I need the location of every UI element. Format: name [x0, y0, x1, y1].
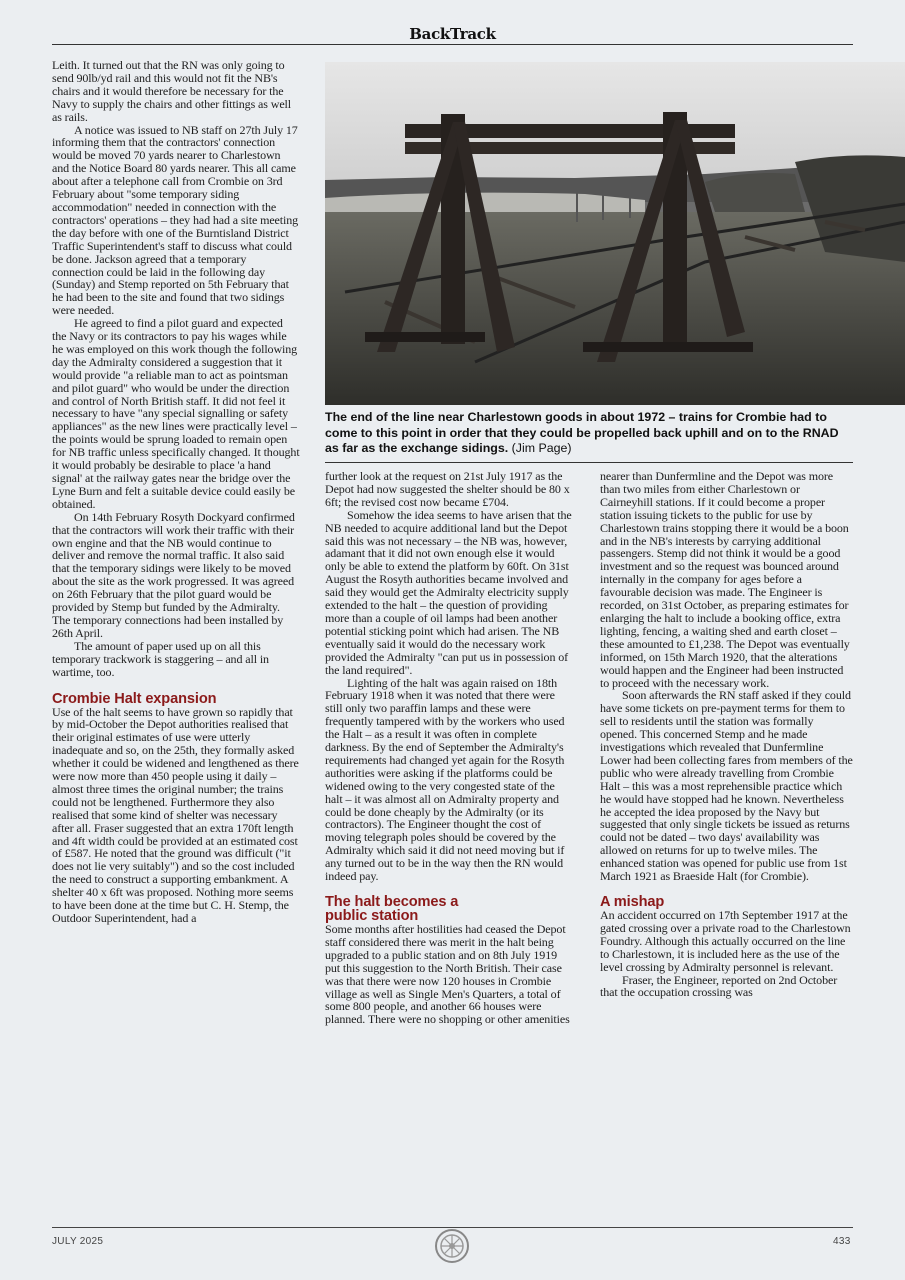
column-2 — [325, 470, 573, 1223]
paragraph: further look at the request on 21st July 1917 as the Depot had now suggested the shelter should be 80 x 6ft; the revised cost now became £704. — [325, 470, 570, 509]
caption-divider — [325, 462, 853, 463]
paragraph: Somehow the idea seems to have arisen that the NB needed to acquire additional land but the Depot said this was not necessary – the NB was, however, adamant that it did not own enough else it would only be able to extend the platform by 60ft. On 31st August the Rosyth authorities became involved and said they would get the Admiralty electricity supply extended to the halt – the question of providing more than a couple of oil lamps had been another potential sticking point which had arisen. The NB eventually said it would do the necessary work provided the Admiralty "can put us in possession of the land required". — [325, 507, 572, 677]
paragraph: He agreed to find a pilot guard and expected the Navy or its contractors to pay his wages while he was employed on this work though the following day the Admiralty considered a suggestion that it would provide "a reliable man to act as pointsman and pilot guard" who would be under the direction and control of North British staff. It did not feel it necessary to have "any special signalling or safety appliances" as the new lines were practically level – the points would be sprung loaded to remain open for NB traffic unless specifically changed. It thought it would probably be desirable to place 'a hand signal' at the railway gates near the bridge over the Lyne Burn and felt a suitable device could easily be obtained. — [52, 316, 300, 511]
buffer-stop-photo — [325, 62, 905, 405]
paragraph: On 14th February Rosyth Dockyard confirmed that the contractors will work their traffic with their own engine and that the NB would continue to deliver and remove the normal traffic. It also said that the temporary sidings were likely to be moved about the site as the work progressed. It was agreed on 26th February that the pilot guard would be provided by Stemp but funded by the Admiralty. The temporary connections had been installed by 26th April. — [52, 509, 295, 640]
caption-credit: (Jim Page) — [511, 441, 572, 455]
paragraph: Use of the halt seems to have grown so rapidly that by mid-October the Depot authorities realised that their original estimates of use were utterly inadequate and so, on the 25th, they formally asked whether it could be widened and lengthened as there were now more than 450 people using it daily – almost three times the original number; the trains could not be lengthened. Furthermore they also realised that some kind of shelter was necessary after all. Fraser suggested that an extra 170ft length and 4ft width could be provided at an estimated cost of £587. He noted that the ground was difficult ("it does not lie very suitably") and so the cost included the need to construct a supporting embankment. A shelter 40 x 6ft was proposed. Nothing more seems to have been done at the time but C. H. Stemp, the Outdoor Superintendent, had a — [52, 704, 299, 925]
paragraph: Some months after hostilities had ceased the Depot staff considered there was merit in the halt being upgraded to a public station and on 8th July 1919 put this suggestion to the North British. Their case was that there were now 120 houses in Crombie village as well as Single Men's Quarters, a total of some 800 people, and another 66 houses were planned. There were no shopping or other amenities — [325, 922, 570, 1027]
column-3 — [600, 470, 853, 1223]
section-heading-crombie-halt: Crombie Halt expansion — [52, 690, 217, 707]
paragraph: The amount of paper used up on all this temporary trackwork is staggering – and all in wartime, too. — [52, 638, 269, 679]
wheel-logo-icon — [434, 1228, 470, 1264]
paragraph: Lighting of the halt was again raised on 18th February 1918 when it was noted that there were still only two paraffin lamps and these were frequently tampered with by the workers who used the Halt – as a result it was often in complete darkness. By the end of September the Admiralty's requirements had changed yet again for the Rosyth authorities were asking if the platforms could be widened owing to the very congested state of the halt – it was almost all on Admiralty property and could be done cheaply by the Admiralty (or its contractors). The Engineer thought the cost of moving telegraph poles should be covered by the Admiralty which said it did not need moving but if any turned out to be in the way then the RN would indeed pay. — [325, 675, 565, 884]
section-heading-mishap: A mishap — [600, 894, 665, 910]
paragraph: Fraser, the Engineer, reported on 2nd October that the occupation crossing was — [600, 972, 838, 1000]
column-1 — [52, 59, 300, 1223]
page-header — [52, 24, 853, 45]
railway-buffer-stop-image — [325, 62, 905, 405]
photo-caption — [325, 410, 855, 457]
issue-date: JULY 2025 — [52, 1236, 104, 1247]
paragraph: An accident occurred on 17th September 1917 at the gated crossing over a private road to the Charlestown Foundry. Although this actually occurred on the line to Charlestown, it is included here as the use of the level crossing by Admiralty personnel is relevant. — [600, 908, 851, 974]
paragraph: nearer than Dunfermline and the Depot was more than two miles from either Charlestown or Cairneyhill stations. If it could become a proper station issuing tickets to the public for use by Charlestown trains stopping there it would be a boon and in the NB's interests by carrying additional passengers. Stemp did not think it would be a good investment and so the request was bounced around internally in the company for ages before a favourable decision was made. The Engineer is recorded, on 31st October, as preparing estimates for enlarging the halt to include a booking office, extra lighting, fencing, a waiting shed and earth closet – these amounted to £1,238. The Depot was eventually informed, on 15th March 1920, that the alterations would happen and the Engineer had been instructed to proceed with the necessary work. — [600, 470, 850, 690]
masthead-logo: BackTrack — [409, 25, 496, 43]
section-heading-public-station: The halt becomes a public station — [325, 894, 459, 924]
paragraph: A notice was issued to NB staff on 27th July 17 informing them that the contractors' connection would be moved 70 yards nearer to Charlestown and the Notice Board 80 yards nearer. This all came about after a telephone call from Crombie on 3rd February about "some temporary siding accommodation" needed in connection with the contractors' operations – they had had a site meeting the day before with one of the Burntisland District Traffic Superintendent's staff to discuss what could be done. Jackson agreed that a temporary connection could be laid in the following day (Sunday) and Stemp reported on 5th February that he had been to the site and found that two sidings were needed. — [52, 122, 299, 318]
caption-text: The end of the line near Charlestown goods in about 1972 – trains for Crombie had to come to this point in order that they could be propelled back uphill and on to the RNAD as far as the exchange sidings. — [325, 410, 839, 455]
paragraph: Leith. It turned out that the RN was only going to send 90lb/yd rail and this would not fit the NB's chairs and it would therefore be necessary for the Navy to supply the chairs and other fittings as well as rails. — [52, 59, 291, 124]
page-number: 433 — [833, 1236, 851, 1247]
paragraph: Soon afterwards the RN staff asked if they could have some tickets on pre-payment terms for them to sell to residents until the station was formally opened. This concerned Stemp and he made investigations which revealed that Dunfermline Lower had been collecting fares from members of the public who were already travelling from Crombie Halt – this was a most reprehensible practice which he would have stopped had he known. Nevertheless he accepted the idea proposed by the Navy but suggested that only single tickets be issued as returns could not be dated – two days' availability was allowed on returns for up to twelve miles. The enhanced station was opened for public use from 1st March 1921 as Braeside Halt (for Crombie). — [600, 688, 853, 884]
